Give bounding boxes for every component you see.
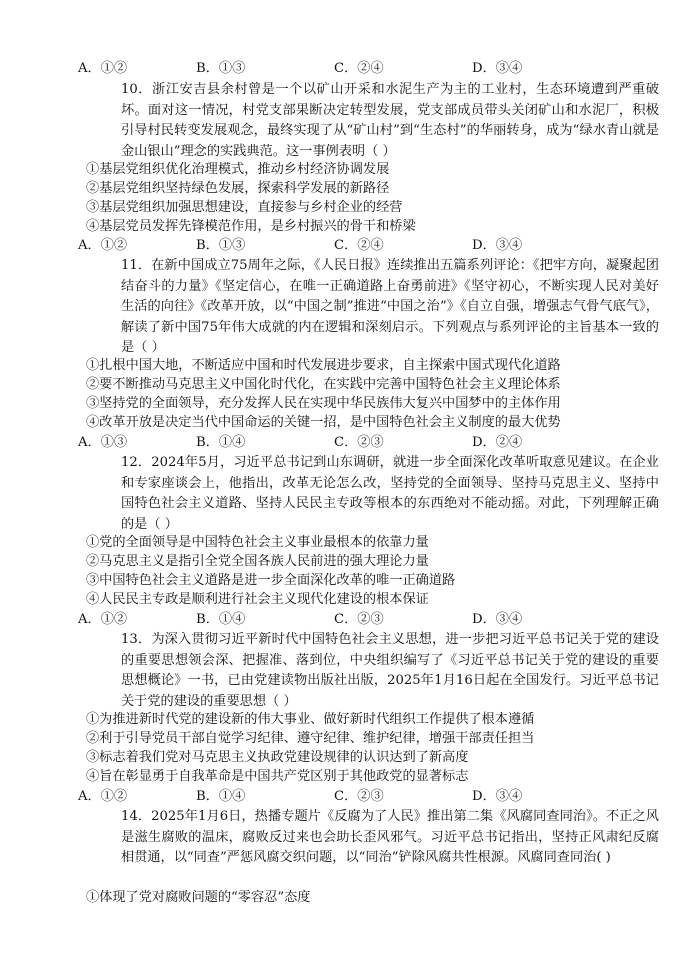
option-c: C．②④ <box>334 61 384 76</box>
q10-option-b: B．①③ <box>196 238 246 253</box>
q11-statement-3: ③坚持党的全面领导，充分发挥人民在实现中华民族伟大复兴中国梦中的主体作用 <box>86 396 561 411</box>
q12-statement-4: ④人民民主专政是顺利进行社会主义现代化建设的根本保证 <box>86 592 429 607</box>
q10-statement-3: ③基层党组织加强思想建设，直接参与乡村企业的经营 <box>86 200 403 215</box>
q13-statement-2: ②利于引导党员干部自觉学习纪律、遵守纪律、维护纪律，增强干部责任担当 <box>86 731 535 746</box>
q14-stem: 14．2025年1月6日，热播专题片《反腐为了人民》推出第二集《风腐同查同治》。不正之风是滋生腐败的温床，腐败反过来也会助长歪风邪气。习近平总书记指出，坚持正风肃纪反腐相贯通，以“同查”严惩风腐交织问题，以“同治”铲除风腐共性根源。风腐同查同治( ) <box>121 809 659 865</box>
q11-option-d: D．②④ <box>472 435 523 450</box>
q12-option-d: D．③④ <box>472 612 523 627</box>
option-d: D．③④ <box>472 61 523 76</box>
q11-stem: 11．在新中国成立75周年之际，《人民日报》连续推出五篇系列评论：《把牢方向，凝聚起团结奋斗的力量》《坚定信心，在唯一正确道路上奋勇前进》《坚守初心，不断实现人民对美好生活的向往》《改革开放，以“中国之制”推进“中国之治”》《自立自强，增强志气骨气底气》，解读了新中国75年伟大成就的内在逻辑和深刻启示。下列观点与系列评论的主旨基本一致的是（ ） <box>121 258 659 355</box>
q13-statement-3: ③标志着我们党对马克思主义执政党建设规律的认识达到了新高度 <box>86 750 469 765</box>
q12-statement-2: ②马克思主义是指引全党全国各族人民前进的强大理论力量 <box>86 554 429 569</box>
q12-statement-1: ①党的全面领导是中国特色社会主义事业最根本的依靠力量 <box>86 535 429 550</box>
q10-statement-2: ②基层党组织坚持绿色发展，探索科学发展的新路径 <box>86 181 390 196</box>
q10-option-d: D．③④ <box>472 238 523 253</box>
option-b: B．①③ <box>196 61 246 76</box>
q10-statement-1: ①基层党组织优化治理模式，推动乡村经济协调发展 <box>86 162 390 177</box>
q11-option-b: B．①④ <box>196 435 246 450</box>
option-a: A．①② <box>78 61 128 76</box>
q13-option-a: A．①② <box>78 789 128 804</box>
q14-statement-1: ①体现了党对腐败问题的“零容忍”态度 <box>86 890 311 905</box>
q12-statement-3: ③中国特色社会主义道路是进一步全面深化改革的唯一正确道路 <box>86 573 456 588</box>
q11-option-a: A．①③ <box>78 435 128 450</box>
q10-option-c: C．②④ <box>334 238 384 253</box>
q12-option-c: C．②③ <box>334 612 384 627</box>
q11-statement-4: ④改革开放是决定当代中国命运的关键一招，是中国特色社会主义制度的最大优势 <box>86 415 561 430</box>
q12-option-b: B．①④ <box>196 612 246 627</box>
q11-statement-1: ①扎根中国大地，不断适应中国和时代发展进步要求，自主探索中国式现代化道路 <box>86 358 561 373</box>
q13-option-d: D．③④ <box>472 789 523 804</box>
q13-option-c: C．②③ <box>334 789 384 804</box>
q10-option-a: A．①② <box>78 238 128 253</box>
q12-stem: 12．2024年5月，习近平总书记到山东调研，就进一步全面深化改革听取意见建议。在企业和专家座谈会上，他指出，改革无论怎么改，坚持党的全面领导、坚持马克思主义、坚持中国特色社会主义道路、坚持人民民主专政等根本的东西绝对不能动摇。对此，下列理解正确的是（ ） <box>121 455 659 532</box>
q13-option-b: B．①④ <box>196 789 246 804</box>
q12-option-a: A．①② <box>78 612 128 627</box>
q13-stem: 13．为深入贯彻习近平新时代中国特色社会主义思想，进一步把习近平总书记关于党的建设的重要思想领会深、把握准、落到位，中央组织编写了《习近平总书记关于党的建设的重要思想概论》一书，已由党建读物出版社出版，2025年1月16日起在全国发行。习近平总书记关于党的建设的重要思想（ ） <box>121 632 659 709</box>
q13-statement-1: ①为推进新时代党的建设新的伟大事业、做好新时代组织工作提供了根本遵循 <box>86 712 535 727</box>
q11-option-c: C．②③ <box>334 435 384 450</box>
q11-statement-2: ②要不断推动马克思主义中国化时代化，在实践中完善中国特色社会主义理论体系 <box>86 377 561 392</box>
q10-stem: 10．浙江安吉县余村曾是一个以矿山开采和水泥生产为主的工业村，生态环境遭到严重破坏。面对这一情况，村党支部果断决定转型发展，党支部成员带头关闭矿山和水泥厂，积极引导村民转变发展观念，最终实现了从“矿山村”到“生态村”的华丽转身，成为“绿水青山就是金山银山”理念的实践典范。这一事例表明（ ） <box>121 82 659 159</box>
q10-statement-4: ④基层党员发挥先锋模范作用，是乡村振兴的骨干和桥梁 <box>86 219 416 234</box>
q13-statement-4: ④旨在彰显勇于自我革命是中国共产党区别于其他政党的显著标志 <box>86 769 469 784</box>
